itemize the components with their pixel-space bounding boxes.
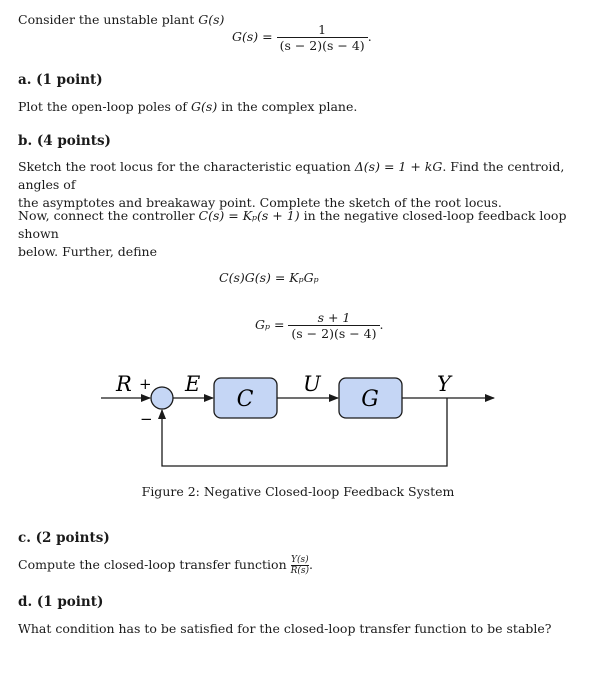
part-b-text	[18, 158, 588, 212]
eq1-lhs: G(s) =	[232, 29, 273, 44]
part-a-text-before: Plot the open-loop poles of	[18, 99, 188, 114]
intro-line	[18, 11, 224, 29]
minus-sign: −	[140, 410, 153, 428]
intro-symbol: G(s)	[198, 12, 225, 27]
summing-junction	[151, 387, 173, 409]
part-a-text-after: in the complex plane.	[221, 99, 358, 114]
part-b-line1-math: Δ(s) = 1 + kG	[354, 159, 443, 174]
transfer-num: Y(s)	[291, 555, 309, 565]
eq2-text: C(s)G(s) = KₚGₚ	[219, 270, 319, 285]
eq1-numerator: 1	[318, 22, 327, 37]
connect-line1	[18, 207, 588, 243]
transfer-den: R(s)	[290, 566, 310, 576]
connect-text	[18, 207, 588, 261]
controller-label: C	[236, 387, 254, 412]
part-a-heading: a. (1 point)	[18, 72, 103, 88]
figure-caption: Figure 2: Negative Closed-loop Feedback System	[141, 484, 455, 499]
part-a-text	[18, 98, 357, 116]
plus-sign: +	[139, 375, 152, 393]
eq1-denominator: (s − 2)(s − 4)	[277, 37, 368, 53]
connect-line1-math: C(s) = Kₚ(s + 1)	[198, 208, 300, 223]
part-b-line1-before: Sketch the root locus for the characteristic equation	[18, 159, 351, 174]
equation-g	[232, 22, 372, 53]
equation-loop	[219, 270, 319, 285]
part-b-line1	[18, 158, 588, 194]
part-b-line1-after: . Find the centroid, angles of	[18, 159, 565, 192]
eq3-punct: .	[379, 317, 384, 332]
part-c-heading: c. (2 points)	[18, 530, 110, 546]
input-label: R	[116, 372, 132, 396]
eq3-lhs: Gₚ =	[255, 317, 285, 332]
connect-line1-before: Now, connect the controller	[18, 208, 195, 223]
eq1-punct: .	[367, 29, 372, 44]
part-c-text-main: Compute the closed-loop transfer function	[18, 557, 287, 572]
plant-label: G	[361, 387, 379, 412]
part-b-heading: b. (4 points)	[18, 133, 111, 149]
intro-text: Consider the unstable plant	[18, 12, 195, 27]
eq3-numerator: s + 1	[317, 310, 351, 325]
output-label: Y	[437, 372, 451, 396]
connect-line2: below. Further, define	[18, 244, 157, 259]
part-a-symbol: G(s)	[191, 99, 218, 114]
equation-gp	[255, 310, 384, 341]
part-c-text	[18, 555, 313, 576]
part-d-heading: d. (1 point)	[18, 594, 104, 610]
part-d-text: What condition has to be satisfied for the closed-loop transfer function to be stable?	[18, 621, 552, 636]
eq1-fraction	[277, 22, 368, 53]
part-c-punct: .	[309, 557, 314, 572]
feedback-block-diagram	[0, 360, 606, 480]
eq3-fraction	[288, 310, 379, 341]
part-b-line2: the asymptotes and breakaway point. Complete the sketch of the root locus.	[18, 195, 502, 210]
control-label: U	[303, 372, 321, 396]
eq3-denominator: (s − 2)(s − 4)	[288, 325, 379, 341]
transfer-fraction	[291, 555, 309, 576]
error-label: E	[185, 372, 201, 396]
connect-line1-after: in the negative closed-loop feedback loop shown	[18, 208, 567, 241]
feedback-path	[162, 398, 447, 466]
